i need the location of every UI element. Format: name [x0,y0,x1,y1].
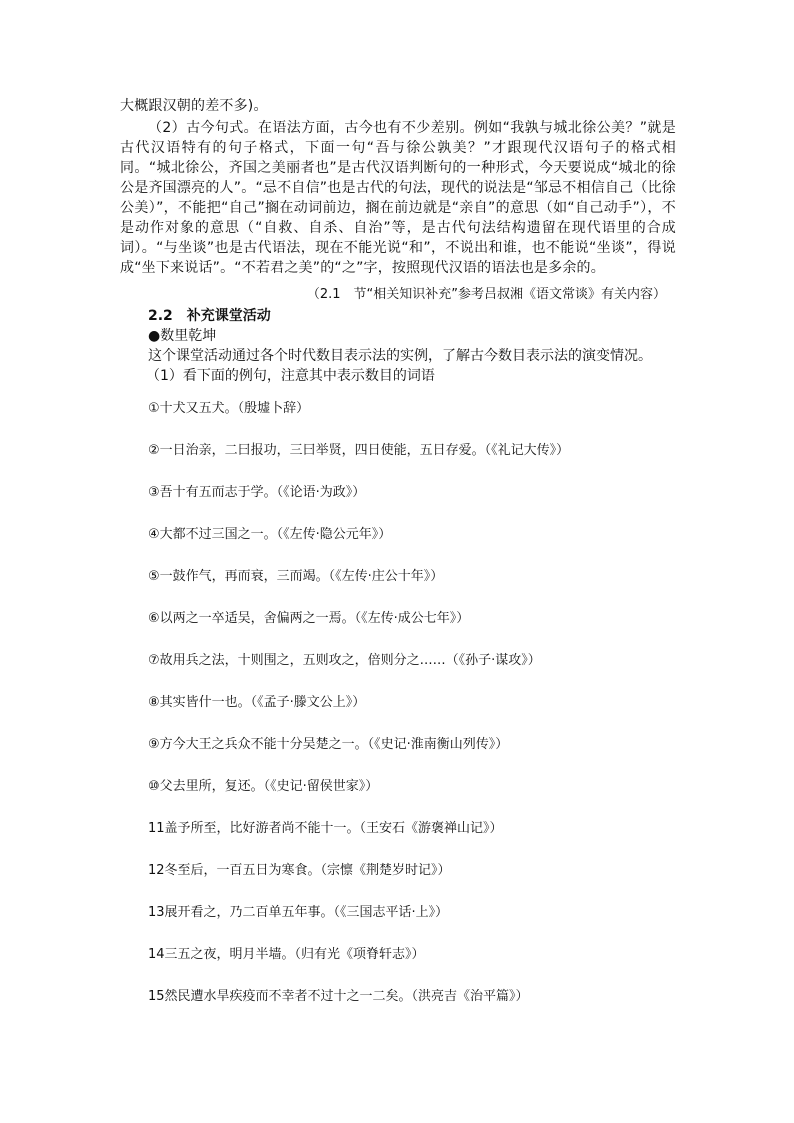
activity-intro: 这个课堂活动通过各个时代数目表示法的实例，了解古今数目表示法的演变情况。 [148,348,652,364]
example-item: 11盖予所至，比好游者尚不能十一。（王安石《游褒禅山记》） [148,821,503,836]
example-item: ⑩父去里所，复还。（《史记·留侯世家》） [148,779,379,794]
example-item: ⑨方今大王之兵众不能十分吴楚之一。（《史记·淮南衡山列传》） [148,737,509,752]
example-item: ⑦故用兵之法，十则围之，五则攻之，倍则分之……（《孙子·谋攻》） [148,653,541,668]
example-item: ⑤一鼓作气，再而衰，三而竭。（《左传·庄公十年》） [148,569,444,584]
example-item: 13展开看之，乃二百单五年事。（《三国志平话·上》） [148,905,449,920]
source-note: （2.1 节“相关知识补充”参考吕叔湘《语文常谈》有关内容） [306,287,666,302]
paragraph-continuation: 大概跟汉朝的差不多)。 [120,98,268,114]
activity-instruction: （1）看下面的例句，注意其中表示数目的词语 [146,368,435,384]
example-item: 15然民遭水旱疾疫而不幸者不过十之一二矣。（洪亮吉《治平篇》） [148,989,529,1004]
example-item: ⑧其实皆什一也。（《孟子·滕文公上》） [148,695,366,710]
activity-title: ●数里乾坤 [148,328,217,344]
example-item: 14三五之夜，明月半墙。（归有光《项脊轩志》） [148,947,425,962]
example-item: ②一日治亲，二曰报功，三曰举贤，四日使能，五日存爱。（《礼记大传》） [148,443,570,458]
example-item: 12冬至后，一百五日为寒食。（宗懔《荆楚岁时记》） [148,863,451,878]
example-item: ③吾十有五而志于学。（《论语·为政》） [148,485,366,500]
section-heading: 2.2 补充课堂活动 [148,308,271,324]
example-item: ①十犬又五犬。（殷墟卜辞） [148,401,310,416]
paragraph-sentence-patterns: （2）古今句式。在语法方面，古今也有不少差别。例如“我孰与城北徐公美？”就是古代汉语特有的句子格式，下面一句“吾与徐公孰美？”才跟现代汉语句子的格式相同。“城北徐公，齐国之美丽者也”是古代汉语判断句的一种形式，今天要说成“城北的徐公是齐国漂亮的人”。“忌不自信”也是古代的句法，现代的说法是“邹忌不相信自己（比徐公美）”，不能把“自己”搁在动词前边，搁在前边就是“亲自”的意思（如“自己动手”），不是动作对象的意思（“自救、自杀、自治”等，是古代句法结构遗留在现代语里的合成词）。“与坐谈”也是古代语法，现在不能光说“和”，不说出和谁，也不能说“坐谈”，得说成“坐下来说话”。“不若君之美”的“之”字，按照现代汉语的语法也是多余的。 [120,120,676,276]
example-item: ④大都不过三国之一。（《左传·隐公元年》） [148,527,392,542]
example-item: ⑥以两之一卒适吴，舍偏两之一焉。（《左传·成公七年》） [148,611,470,626]
